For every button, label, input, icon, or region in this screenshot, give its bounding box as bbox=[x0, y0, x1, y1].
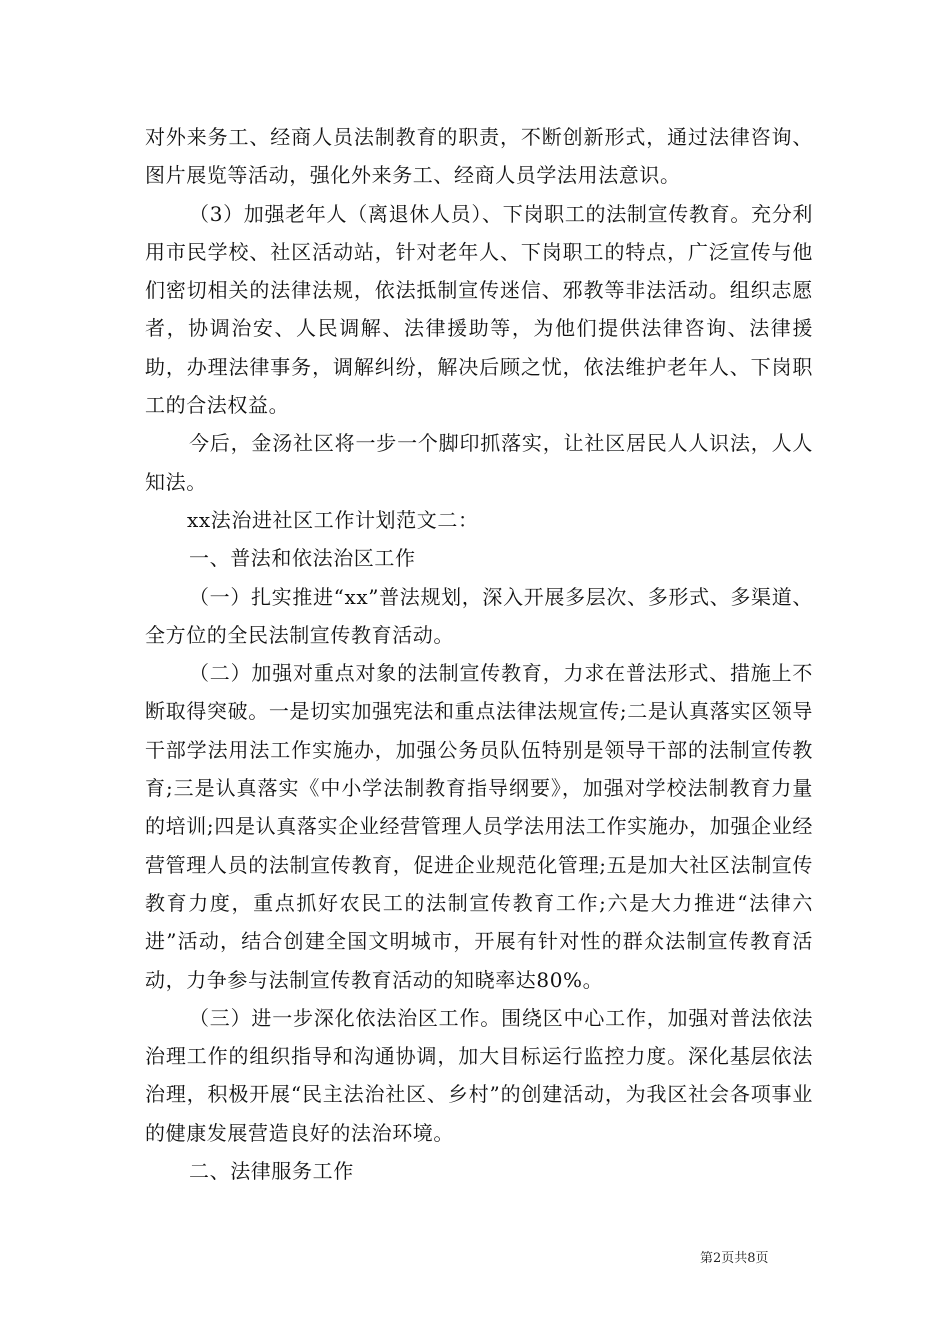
paragraph-item-two: （二）加强对重点对象的法制宣传教育，力求在普法形式、措施上不断取得突破。一是切实加强宪法和重点法律法规宣传;二是认真落实区领导干部学法用法工作实施办，加强公务员队伍特别是领导干部的法制宣传教育;三是认真落实《中小学法制教育指导纲要》，加强对学校法制教育力量的培训;四是认真落实企业经营管理人员学法用法工作实施办，加强企业经营管理人员的法制宣传教育，促进企业规范化管理;五是加大社区法制宣传教育力度，重点抓好农民工的法制宣传教育工作;六是大力推进“法律六进”活动，结合创建全国文明城市，开展有针对性的群众法制宣传教育活动，力争参与法制宣传教育活动的知晓率达80%。 bbox=[145, 661, 813, 992]
paragraph-future: 今后，金汤社区将一步一个脚印抓落实，让社区居民人人识法，人人知法。 bbox=[145, 431, 813, 494]
paragraph-continuation: 对外来务工、经商人员法制教育的职责，不断创新形式，通过法律咨询、图片展览等活动，强化外来务工、经商人员学法用法意识。 bbox=[145, 125, 813, 188]
paragraph-item-one: （一）扎实推进“xx”普法规划，深入开展多层次、多形式、多渠道、全方位的全民法制宣传教育活动。 bbox=[145, 584, 813, 647]
page-number-footer: 第2页共8页 bbox=[700, 1251, 769, 1266]
heading-legal-education: 一、普法和依法治区工作 bbox=[189, 546, 416, 571]
paragraph-item-three: （三）进一步深化依法治区工作。围绕区中心工作，加强对普法依法治理工作的组织指导和沟通协调，加大目标运行监控力度。深化基层依法治理，积极开展“民主法治社区、乡村”的创建活动，为我区社会各项事业的健康发展营造良好的法治环境。 bbox=[145, 1005, 813, 1145]
heading-legal-services: 二、法律服务工作 bbox=[189, 1159, 354, 1184]
paragraph-elderly-education: （3）加强老年人（离退休人员）、下岗职工的法制宣传教育。充分利用市民学校、社区活动站，针对老年人、下岗职工的特点，广泛宣传与他们密切相关的法律法规，依法抵制宣传迷信、邪教等非法活动。组织志愿者，协调治安、人民调解、法律援助等，为他们提供法律咨询、法律援助，办理法律事务，调解纠纷，解决后顾之忧，依法维护老年人、下岗职工的合法权益。 bbox=[145, 201, 813, 418]
section-title-sample-two: xx法治进社区工作计划范文二： bbox=[187, 507, 479, 532]
document-body bbox=[145, 118, 813, 1190]
